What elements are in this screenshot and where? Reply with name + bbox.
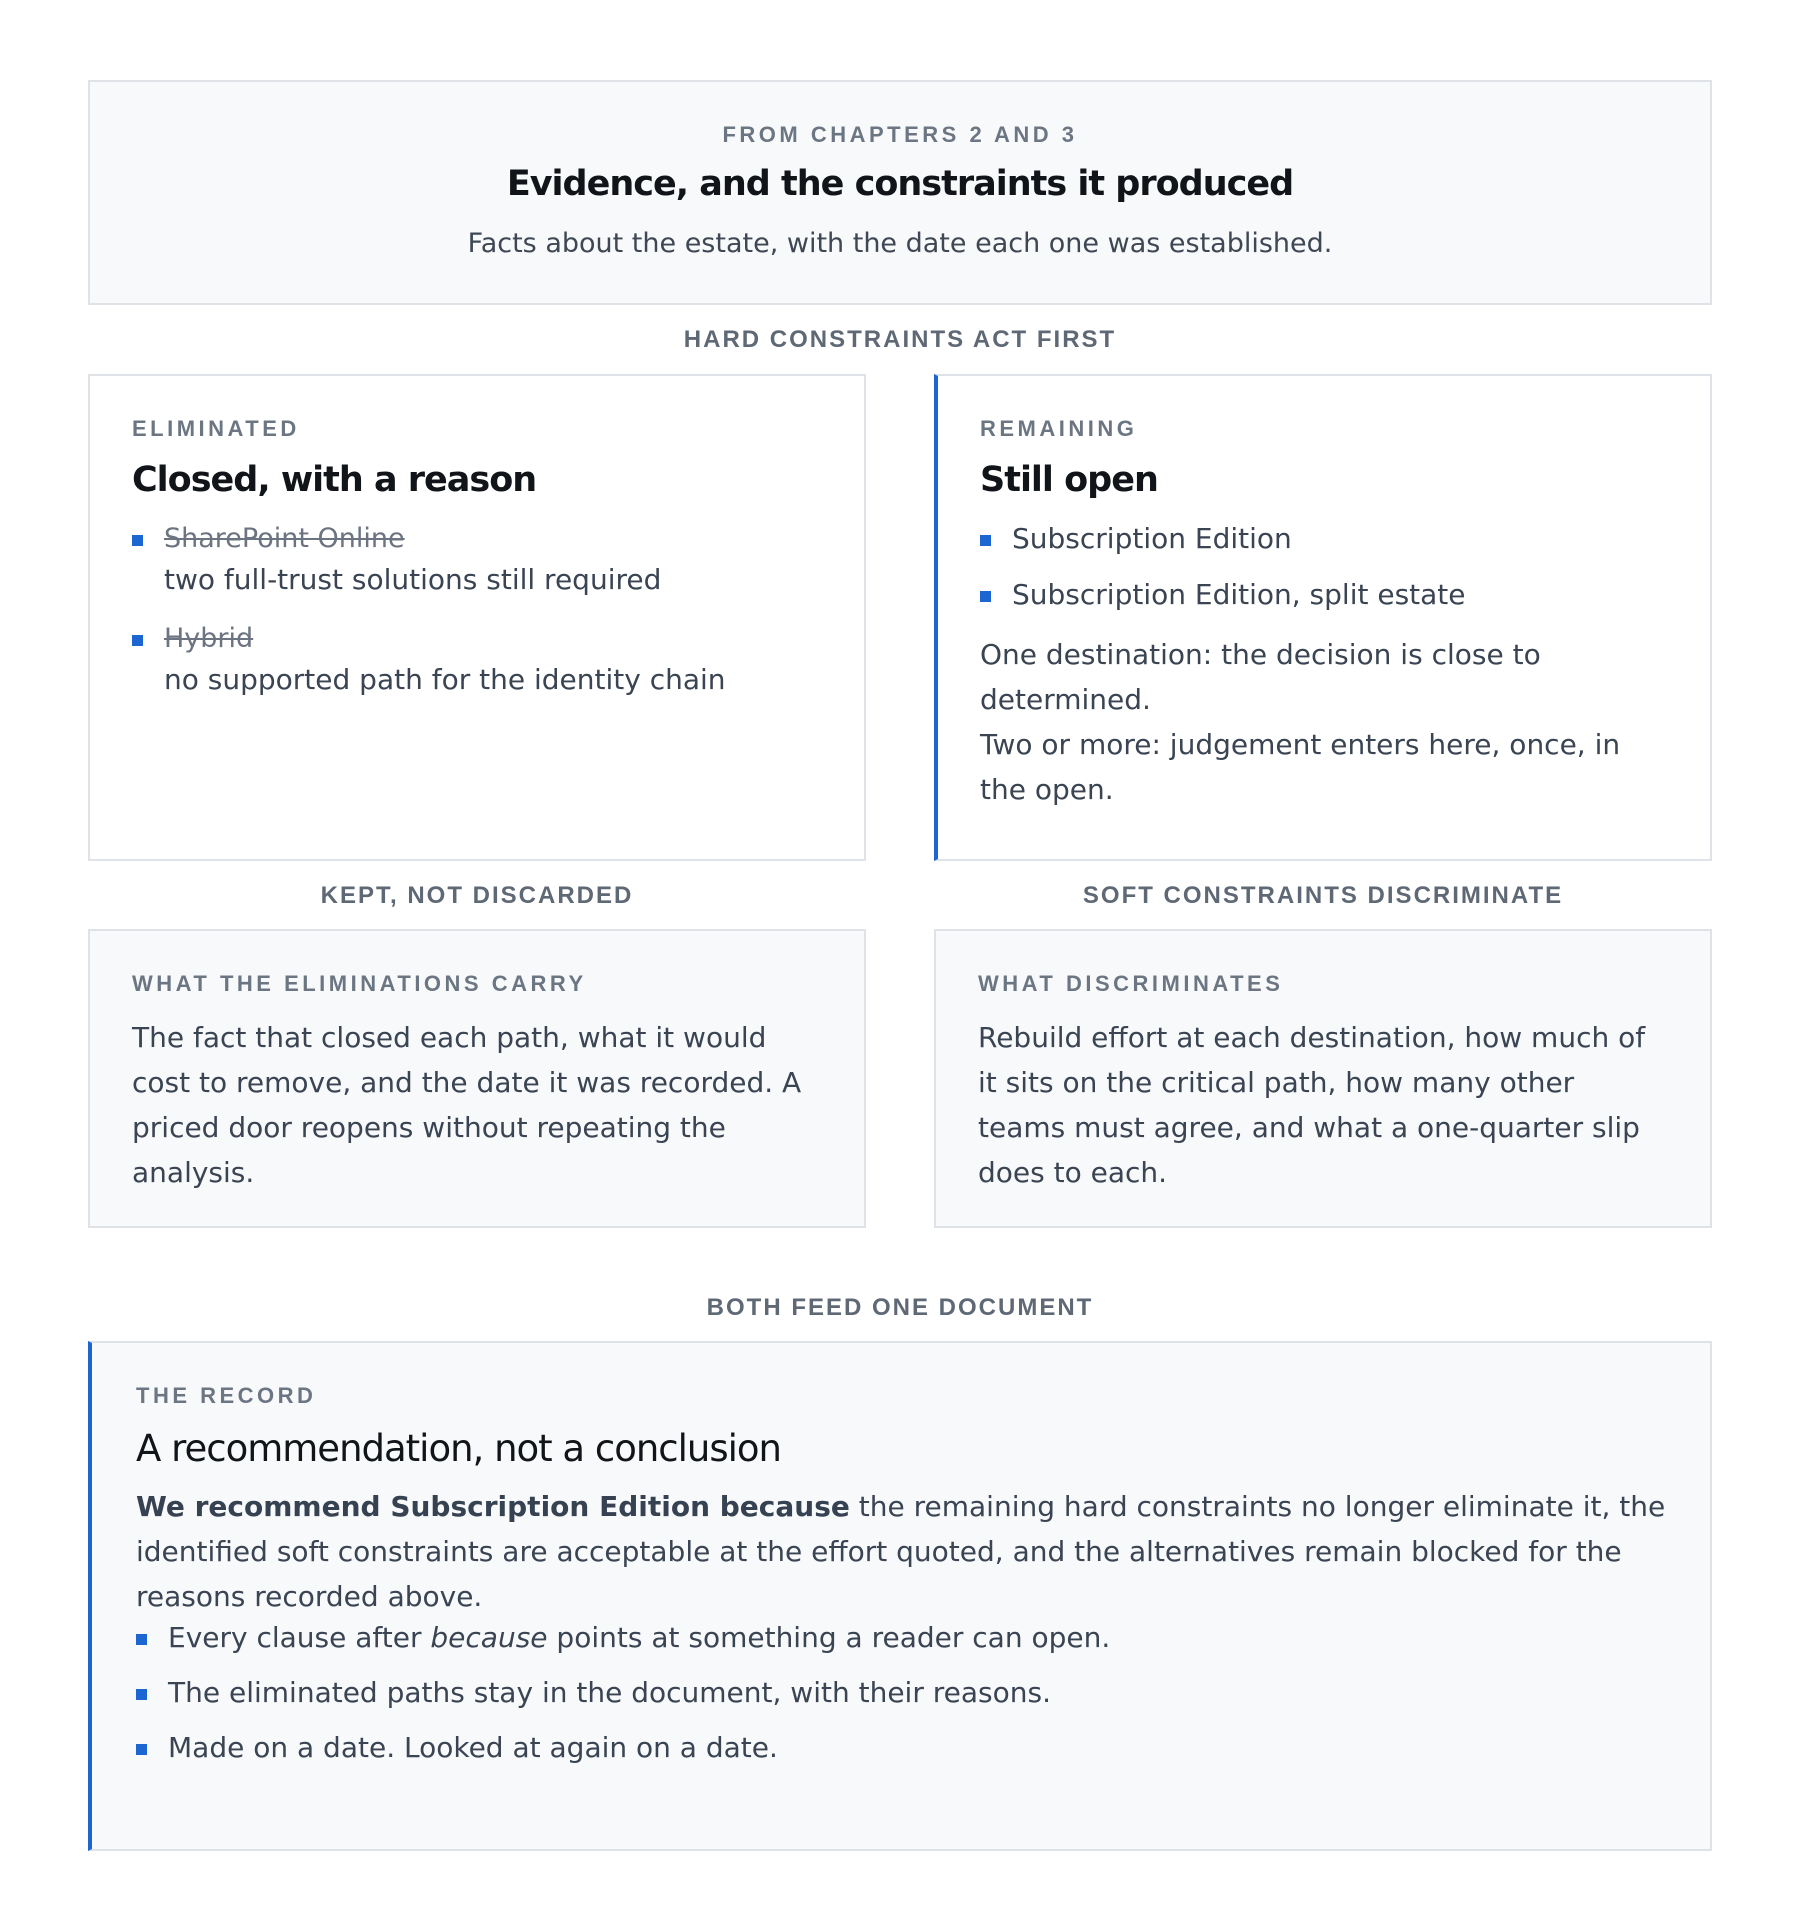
record-lead-rest: the remaining hard constraints no longer eliminate it, the identified soft constraints are acceptable at the effort quoted, and the alternatives remain blocked for the reasons recorded above.: [136, 1490, 1666, 1613]
eliminations-carry-card: [88, 929, 866, 1228]
remaining-title: Still open: [980, 460, 1158, 500]
eliminated-item: [132, 520, 822, 602]
eliminated-item: [132, 620, 822, 702]
remaining-eyebrow: REMAINING: [980, 416, 1138, 441]
record-bullet: [136, 1619, 1666, 1657]
feed-one-document-label: BOTH FEED ONE DOCUMENT: [706, 1294, 1094, 1321]
carry-text: The fact that closed each path, what it would cost to remove, and the date it was recorded. A priced door reopens without repeating the analysis.: [132, 1021, 802, 1189]
record-list: [136, 1619, 1666, 1767]
kept-not-discarded-label: KEPT, NOT DISCARDED: [320, 882, 634, 909]
eliminated-item-reason: two full-trust solutions still required: [164, 563, 662, 596]
eliminated-item-reason: no supported path for the identity chain: [164, 663, 726, 696]
remaining-note-one: One destination: the decision is close to determined.: [980, 638, 1541, 716]
discriminates-card: [934, 929, 1712, 1228]
eliminated-item-name: SharePoint Online: [164, 523, 405, 554]
hard-constraints-label: HARD CONSTRAINTS ACT FIRST: [683, 326, 1117, 353]
discriminates-text: Rebuild effort at each destination, how much of it sits on the critical path, how many other teams must agree, and what a one-quarter slip does to each.: [978, 1021, 1646, 1189]
record-bullet-post: points at something a reader can open.: [547, 1621, 1111, 1654]
evidence-eyebrow: FROM CHAPTERS 2 AND 3: [722, 122, 1078, 147]
eliminated-item-name: Hybrid: [164, 623, 254, 654]
evidence-subtitle: Facts about the estate, with the date each one was established.: [467, 228, 1333, 259]
eliminated-list: [132, 520, 822, 702]
remaining-item: Subscription Edition: [980, 520, 1668, 558]
eliminated-title: Closed, with a reason: [132, 460, 537, 500]
carry-eyebrow: WHAT THE ELIMINATIONS CARRY: [132, 971, 587, 996]
eliminated-eyebrow: ELIMINATED: [132, 416, 300, 441]
remaining-note-two: Two or more: judgement enters here, once, in the open.: [980, 728, 1621, 806]
remaining-note: [980, 632, 1668, 812]
record-bullet: The eliminated paths stay in the document, with their reasons.: [136, 1674, 1666, 1712]
evidence-box: [88, 80, 1712, 305]
evidence-title: Evidence, and the constraints it produced: [506, 164, 1294, 204]
record-title: A recommendation, not a conclusion: [136, 1427, 782, 1470]
remaining-card: [934, 374, 1712, 861]
soft-constraints-label: SOFT CONSTRAINTS DISCRIMINATE: [1082, 882, 1564, 909]
remaining-item: Subscription Edition, split estate: [980, 576, 1668, 614]
record-bullet-pre: Every clause after: [168, 1621, 431, 1654]
eliminated-card: [88, 374, 866, 861]
record-lead-bold: We recommend Subscription Edition because: [136, 1490, 850, 1523]
record-card: [88, 1341, 1712, 1851]
record-eyebrow: THE RECORD: [136, 1383, 317, 1408]
discriminates-eyebrow: WHAT DISCRIMINATES: [978, 971, 1284, 996]
record-recommendation: [136, 1484, 1666, 1619]
record-bullet: Made on a date. Looked at again on a date.: [136, 1729, 1666, 1767]
record-bullet-em: because: [430, 1621, 548, 1654]
remaining-list: [980, 520, 1668, 614]
